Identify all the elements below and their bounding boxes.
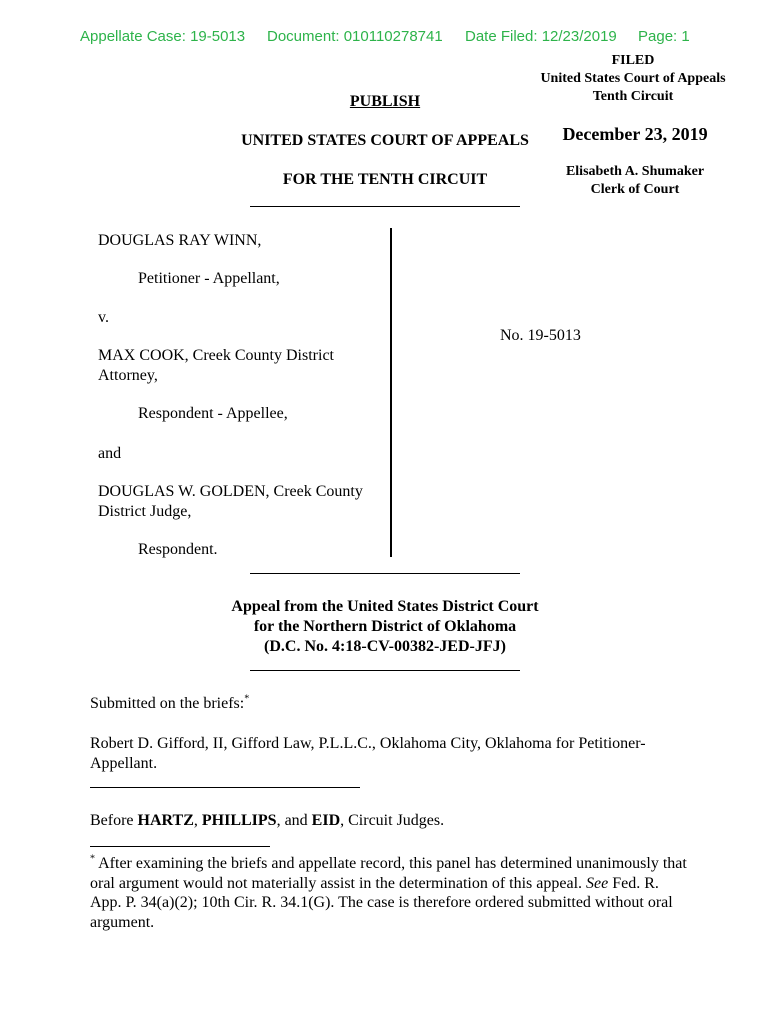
judge-hartz: HARTZ (137, 812, 194, 829)
sep2: , and (276, 812, 312, 829)
header-document: Document: 010110278741 (267, 28, 443, 45)
respondent2-name: DOUGLAS W. GOLDEN, Creek County District Judge, (98, 483, 363, 520)
respondent1-role: Respondent - Appellee, (138, 405, 288, 422)
versus: v. (98, 309, 109, 326)
petitioner-role: Petitioner - Appellant, (138, 270, 280, 287)
respondent2-role: Respondent. (138, 541, 218, 558)
caption-rule-top (250, 206, 520, 207)
judge-phillips: PHILLIPS (201, 812, 277, 829)
appeal-block (200, 597, 570, 657)
footnote-mark: * (90, 853, 95, 865)
filed-circuit: Tenth Circuit (592, 89, 674, 104)
docket-number: No. 19-5013 (500, 327, 581, 344)
header-page: Page: 1 (638, 28, 690, 45)
filed-date: December 23, 2019 (562, 124, 708, 144)
footnote (90, 854, 690, 932)
caption-rule-bottom (250, 573, 520, 574)
filed-court: United States Court of Appeals (540, 71, 726, 86)
clerk-block (560, 163, 710, 199)
appeal-line3: (D.C. No. 4:18-CV-00382-JED-JFJ) (264, 638, 506, 655)
appeal-line1: Appeal from the United States District Court (231, 598, 539, 615)
petitioner-name: DOUGLAS RAY WINN, (98, 232, 262, 249)
counsel-paragraph: Robert D. Gifford, II, Gifford Law, P.L.L.C., Oklahoma City, Oklahoma for Petitioner-Appellant. (90, 735, 646, 772)
clerk-name: Elisabeth A. Shumaker (565, 164, 705, 179)
panel-line (90, 811, 690, 831)
judge-eid: EID (311, 812, 341, 829)
counsel-rule (90, 787, 360, 788)
circuit-heading: FOR THE TENTH CIRCUIT (282, 171, 488, 188)
and-text: and (98, 445, 122, 462)
appeal-rule (250, 670, 520, 671)
footnote-text2: Fed. R. App. P. 34(a)(2); 10th Cir. R. 34.1(G). The case is therefore ordered submitted without oral argument. (90, 874, 673, 931)
footnote-see: See (586, 874, 609, 892)
clerk-title: Clerk of Court (590, 182, 680, 197)
filed-label: FILED (611, 53, 655, 68)
footnote-ref[interactable]: * (244, 693, 250, 705)
sep1: , (193, 812, 202, 829)
before-prefix: Before (90, 812, 138, 829)
before-suffix: , Circuit Judges. (340, 812, 445, 829)
header-case: Appellate Case: 19-5013 (80, 28, 246, 45)
respondent1-name: MAX COOK, Creek County District Attorney, (98, 347, 334, 384)
header-date-filed: Date Filed: 12/23/2019 (465, 28, 617, 45)
footnote-text1: After examining the briefs and appellate record, this panel has determined unanimously that oral argument would not materially assist in the determination of this appeal. (90, 855, 687, 892)
appeal-line2: for the Northern District of Oklahoma (253, 618, 517, 635)
submitted-text: Submitted on the briefs: (90, 695, 245, 712)
filed-stamp (528, 52, 738, 106)
footnote-rule (90, 846, 270, 847)
submitted-line (90, 694, 690, 714)
publish-heading: PUBLISH (349, 93, 421, 110)
court-heading: UNITED STATES COURT OF APPEALS (241, 132, 529, 149)
caption-divider (390, 228, 392, 557)
